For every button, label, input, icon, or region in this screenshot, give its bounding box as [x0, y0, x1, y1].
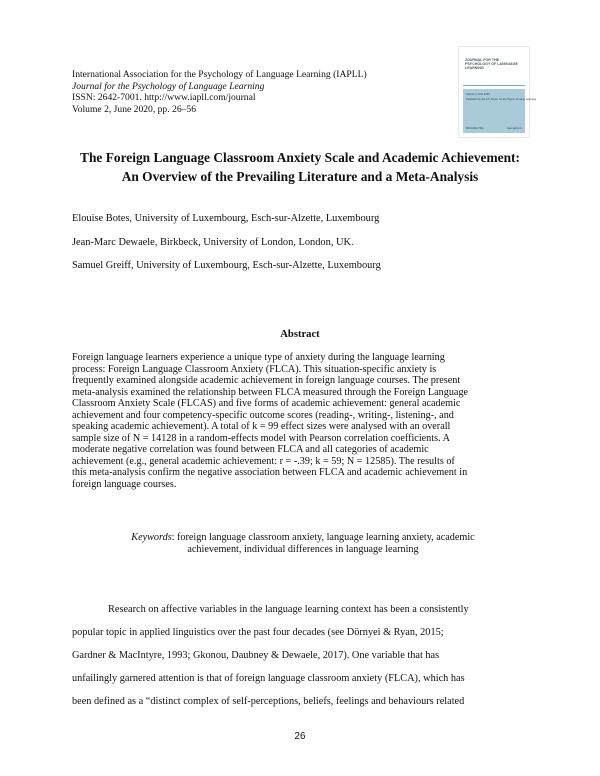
keywords-line-1	[72, 532, 534, 544]
page-number: 26	[294, 731, 306, 742]
paper-title-line-2: An Overview of the Prevailing Literature and a Meta-Analysis	[121, 169, 479, 184]
abstract-line: Foreign language learners experience a unique type of anxiety during the language learning	[72, 352, 445, 363]
abstract-line: Classroom Anxiety Scale (FLCAS) and five forms of academic achievement: general academic	[72, 398, 461, 410]
abstract-line: achievement and four competency-specific outcome scores (reading-, writing-, listening-, and	[72, 409, 454, 421]
cover-small-text-1: Volume 2 June 2020	[466, 93, 490, 96]
cover-title: JOURNAL FOR THE PSYCHOLOGY OF LANGUAGE LEARNING	[465, 58, 518, 71]
cover-footer-left: ISSN 2642-7001	[466, 127, 484, 130]
keywords-label: Keywords	[131, 532, 172, 543]
abstract-line: meta-analysis examined the relationship between FLCA measured through the Foreign Language	[72, 386, 469, 398]
body-line: Gardner & MacIntyre, 1993; Gkonou, Daubney & Dewaele, 2017). One variable that has	[72, 650, 440, 661]
abstract-line: process: Foreign Language Classroom Anxiety (FLCA). This situation-specific anxiety is	[72, 363, 437, 375]
abstract-line: speaking academic achievement). A total of k = 99 effect sizes were analysed with an overall	[72, 421, 451, 433]
journal-name: Journal for the Psychology of Language Learning	[72, 80, 265, 92]
body-line: Research on affective variables in the language learning context has been a consistently	[108, 604, 469, 615]
cover-small-text-2: Published by the Intl. Assoc. for the Psych. of Lang. Learning	[466, 98, 536, 101]
cover-footer	[466, 127, 522, 130]
abstract-line: this meta-analysis confirm the negative association between FLCA and academic achievement in	[72, 467, 468, 479]
issn-line: ISSN: 2642-7001. http://www.iapll.com/journal	[72, 92, 256, 104]
abstract-text	[72, 352, 534, 491]
keywords-line-2: achievement, individual differences in language learning	[187, 543, 419, 555]
body-text	[72, 604, 534, 719]
cover-divider	[463, 85, 525, 86]
body-line: unfailingly garnered attention is that of foreign language classroom anxiety (FLCA), which has	[72, 673, 465, 684]
journal-header	[72, 69, 432, 115]
author-3: Samuel Greiff, University of Luxembourg, Esch-sur-Alzette, Luxembourg	[72, 260, 381, 271]
body-line: been defined as a “distinct complex of self-perceptions, beliefs, feelings and behaviours related	[72, 696, 465, 707]
author-1: Elouise Botes, University of Luxembourg, Esch-sur-Alzette, Luxembourg	[72, 213, 380, 224]
abstract-line: achievement (e.g., general academic achievement: r = -.39; k = 59; N = 12585). The results of	[72, 455, 455, 467]
keywords-block	[72, 532, 534, 555]
paper-title	[60, 148, 540, 186]
author-2: Jean-Marc Dewaele, Birkbeck, University of London, London, UK.	[72, 236, 354, 248]
paper-title-line-1: The Foreign Language Classroom Anxiety Scale and Academic Achievement:	[80, 150, 520, 165]
abstract-line: foreign language courses.	[72, 479, 177, 491]
keywords-list-1: : foreign language classroom anxiety, language learning anxiety, academic	[171, 532, 475, 543]
abstract-line: moderate negative correlation was found between FLCA and all categories of academic	[72, 444, 429, 456]
cover-footer-right: www.iapll.com	[506, 127, 522, 130]
volume-line: Volume 2, June 2020, pp. 26–56	[72, 103, 197, 115]
abstract-line: sample size of N = 14128 in a random-effects model with Pearson correlation coefficients. A	[72, 432, 450, 444]
association-line: International Association for the Psychology of Language Learning (IAPLL)	[72, 69, 367, 80]
journal-cover-thumbnail	[458, 46, 536, 138]
author-list	[72, 213, 381, 284]
abstract-line: frequently examined alongside academic achievement in foreign language courses. The present	[72, 375, 461, 387]
cover-band	[463, 89, 536, 133]
body-line: popular topic in applied linguistics over the past four decades (see Dörnyei & Ryan, 2015;	[72, 627, 444, 638]
abstract-heading: Abstract	[280, 329, 320, 340]
